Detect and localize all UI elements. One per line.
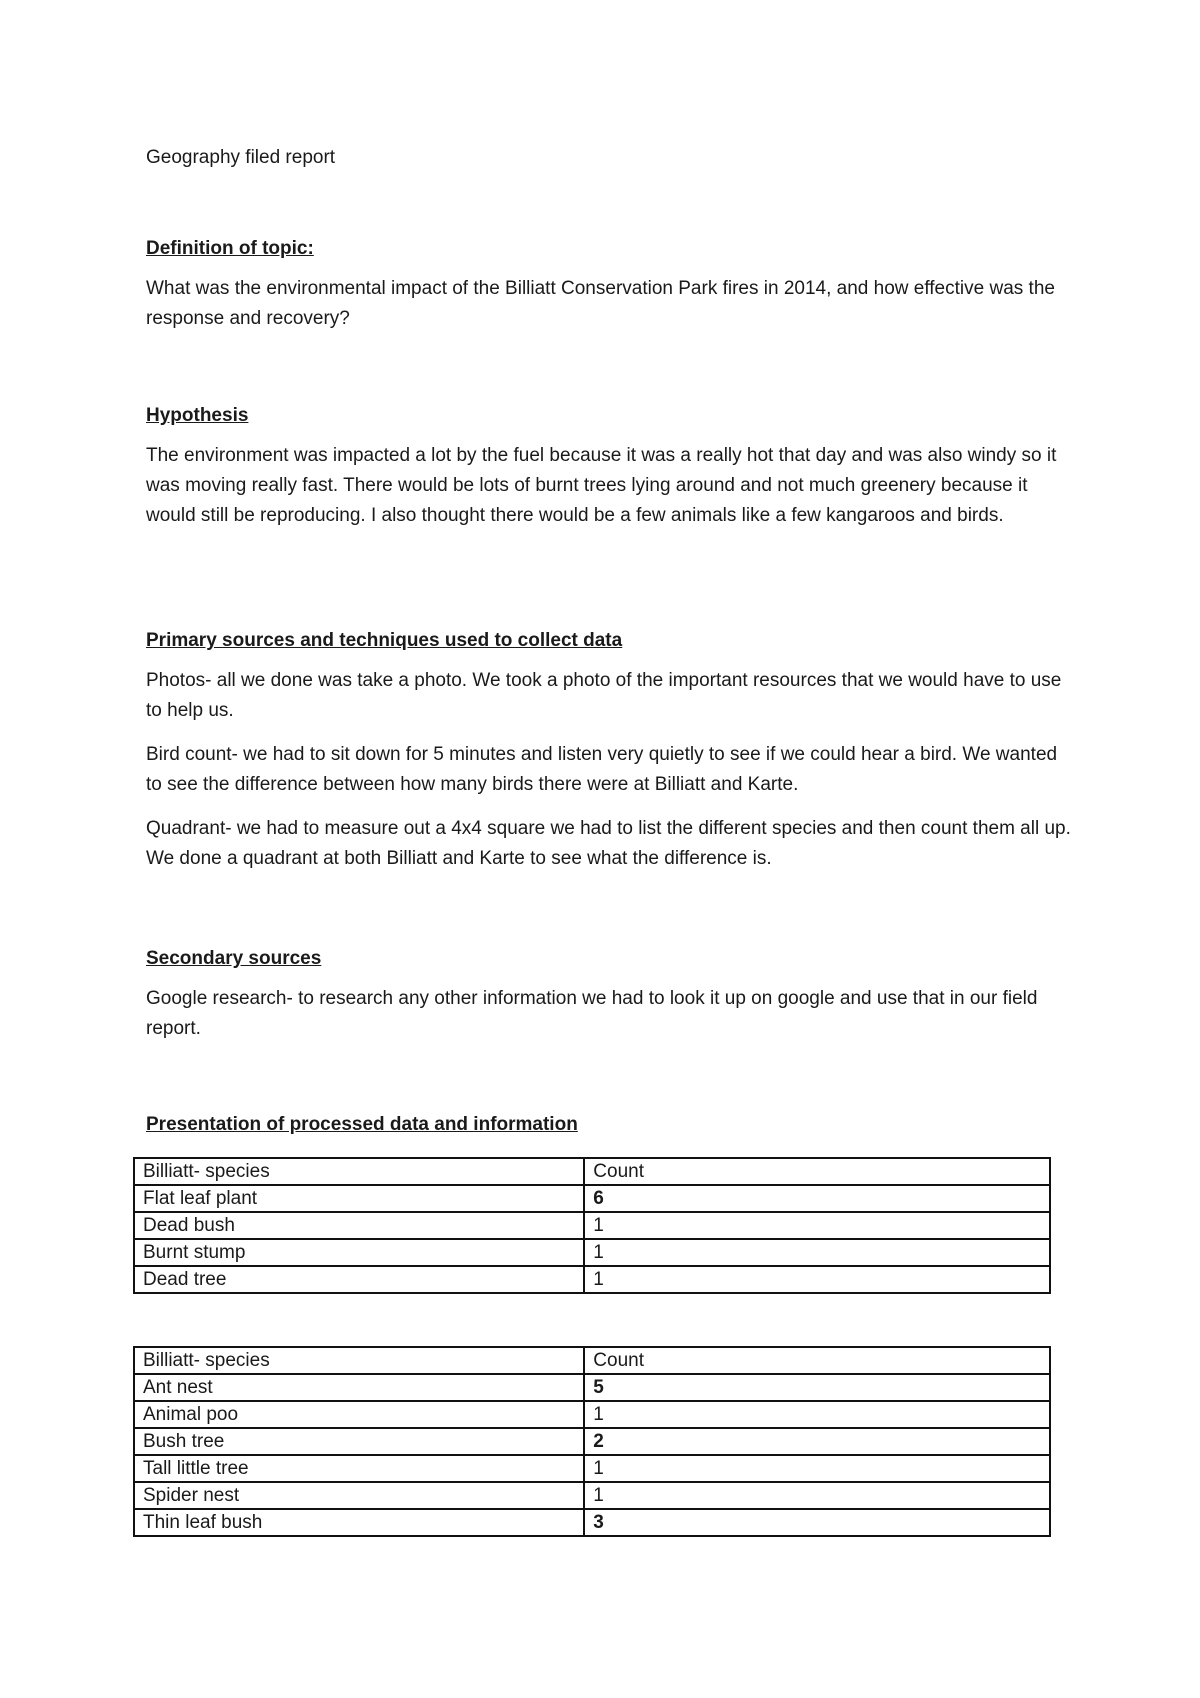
species-table-2 <box>133 1346 1051 1537</box>
primary-bird-count-paragraph: Bird count- we had to sit down for 5 minutes and listen very quietly to see if we could hear a bird. We wanted to see the difference between how many birds there were at Billiatt and Karte. <box>146 744 1058 795</box>
primary-photos-paragraph: Photos- all we done was take a photo. We took a photo of the important resources that we would have to use to help us. <box>146 670 1062 721</box>
table-row <box>134 1266 1050 1293</box>
table-cell-count: 6 <box>584 1185 1050 1212</box>
table-header-row <box>134 1347 1050 1374</box>
presentation-section <box>146 1114 1076 1150</box>
table-cell-count: 1 <box>584 1212 1050 1239</box>
secondary-sources-section <box>146 948 1076 1058</box>
presentation-heading: Presentation of processed data and information <box>146 1114 578 1135</box>
table-row <box>134 1401 1050 1428</box>
document-title: Geography filed report <box>146 147 336 168</box>
table-cell-species: Dead tree <box>134 1266 584 1293</box>
table-row <box>134 1239 1050 1266</box>
table-cell-count: 1 <box>584 1455 1050 1482</box>
table-row <box>134 1374 1050 1401</box>
hypothesis-heading: Hypothesis <box>146 405 249 426</box>
secondary-sources-heading: Secondary sources <box>146 948 322 969</box>
species-table-1 <box>133 1157 1051 1294</box>
table-cell-count: 3 <box>584 1509 1050 1536</box>
table-header-cell: Count <box>584 1347 1050 1374</box>
primary-sources-heading: Primary sources and techniques used to collect data <box>146 630 623 651</box>
table-row <box>134 1185 1050 1212</box>
table-header-cell: Billiatt- species <box>134 1347 584 1374</box>
table-cell-count: 1 <box>584 1482 1050 1509</box>
table-cell-species: Animal poo <box>134 1401 584 1428</box>
secondary-sources-text: Google research- to research any other information we had to look it up on google and use that in our field report. <box>146 988 1038 1039</box>
table-header-cell: Count <box>584 1158 1050 1185</box>
table-cell-species: Dead bush <box>134 1212 584 1239</box>
definition-text: What was the environmental impact of the Billiatt Conservation Park fires in 2014, and how effective was the response and recovery? <box>146 278 1055 329</box>
definition-section <box>146 238 1076 348</box>
table-cell-count: 5 <box>584 1374 1050 1401</box>
table-row <box>134 1482 1050 1509</box>
table-cell-species: Thin leaf bush <box>134 1509 584 1536</box>
primary-sources-section <box>146 630 1076 888</box>
table-cell-species: Bush tree <box>134 1428 584 1455</box>
table-cell-count: 1 <box>584 1266 1050 1293</box>
table-row <box>134 1509 1050 1536</box>
hypothesis-text: The environment was impacted a lot by the fuel because it was a really hot that day and was also windy so it was moving really fast. There would be lots of burnt trees lying around and not much greenery because it would still be reproducing. I also thought there would be a few animals like a few kangaroos and birds. <box>146 445 1057 526</box>
table-cell-count: 1 <box>584 1401 1050 1428</box>
table-cell-species: Ant nest <box>134 1374 584 1401</box>
table-cell-count: 2 <box>584 1428 1050 1455</box>
primary-quadrant-paragraph: Quadrant- we had to measure out a 4x4 square we had to list the different species and then count them all up. We done a quadrant at both Billiatt and Karte to see what the difference is. <box>146 818 1071 869</box>
table-header-cell: Billiatt- species <box>134 1158 584 1185</box>
table-row <box>134 1428 1050 1455</box>
table-row <box>134 1212 1050 1239</box>
table-cell-species: Spider nest <box>134 1482 584 1509</box>
table-row <box>134 1455 1050 1482</box>
table-cell-species: Flat leaf plant <box>134 1185 584 1212</box>
definition-heading: Definition of topic: <box>146 238 314 259</box>
table-header-row <box>134 1158 1050 1185</box>
table-cell-species: Burnt stump <box>134 1239 584 1266</box>
table-cell-count: 1 <box>584 1239 1050 1266</box>
hypothesis-section <box>146 405 1076 545</box>
table-cell-species: Tall little tree <box>134 1455 584 1482</box>
